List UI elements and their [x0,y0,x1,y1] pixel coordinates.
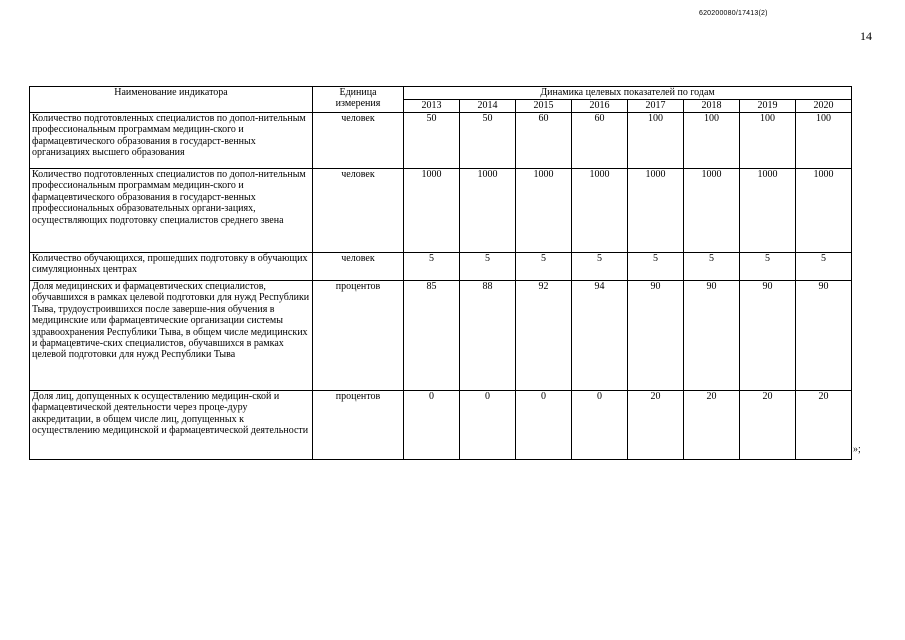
indicator-value: 50 [460,113,516,169]
indicator-value: 20 [628,391,684,460]
indicator-value: 5 [404,253,460,281]
indicator-name: Доля медицинских и фармацевтических специалистов, обучавшихся в рамках целевой подготовки для нужд Республики Тыва, трудоустроившихся после заверше-ния обучения в медицинские или фармацевтические организации системы здравоохранения Республики Тыва, в общем числе медицинских и фармацевтиче-ских специалистов, обучавшихся в рамках целевой подготовки для нужд Республики Тыва [30,281,313,391]
header-unit-line1: Единица [339,87,377,98]
table-row [30,391,852,460]
header-unit-line2: измерения [335,98,381,110]
indicator-unit: человек [313,113,404,169]
table-row [30,169,852,253]
indicator-value: 50 [404,113,460,169]
header-year: 2020 [796,100,852,113]
indicator-unit: человек [313,169,404,253]
indicator-value: 90 [684,281,740,391]
header-unit [313,87,404,113]
indicator-value: 1000 [404,169,460,253]
indicator-value: 5 [628,253,684,281]
header-indicator-name: Наименование индикатора [30,87,313,113]
indicator-value: 5 [740,253,796,281]
indicator-value: 100 [796,113,852,169]
header-year: 2015 [516,100,572,113]
document-id: 620200080/17413(2) [699,10,768,17]
header-dynamics: Динамика целевых показателей по годам [404,87,852,100]
indicator-value: 1000 [796,169,852,253]
header-year: 2017 [628,100,684,113]
indicator-value: 60 [572,113,628,169]
indicator-value: 100 [684,113,740,169]
indicator-unit: процентов [313,281,404,391]
indicator-value: 1000 [628,169,684,253]
indicator-value: 88 [460,281,516,391]
header-year: 2019 [740,100,796,113]
closing-quote-mark: »; [853,444,861,455]
indicator-value: 20 [740,391,796,460]
indicator-value: 90 [740,281,796,391]
indicator-value: 0 [516,391,572,460]
indicator-unit: процентов [313,391,404,460]
table-header-row [30,87,852,100]
indicator-name: Количество подготовленных специалистов по допол-нительным профессиональным программам медицин-ского и фармацевтического образования в государст-венных профессиональных образовательных органи-зациях, осуществляющих подготовку специалистов среднего звена [30,169,313,253]
indicator-value: 85 [404,281,460,391]
header-year: 2018 [684,100,740,113]
indicator-value: 90 [628,281,684,391]
indicator-value: 5 [460,253,516,281]
indicator-value: 1000 [684,169,740,253]
indicator-value: 5 [684,253,740,281]
indicators-table [29,86,852,460]
header-year: 2014 [460,100,516,113]
indicator-value: 0 [572,391,628,460]
indicator-value: 100 [628,113,684,169]
indicator-name: Количество подготовленных специалистов по допол-нительным профессиональным программам медицин-ского и фармацевтического образования в государст-венных организациях высшего образования [30,113,313,169]
page-number: 14 [860,29,872,43]
indicator-value: 1000 [516,169,572,253]
indicator-unit: человек [313,253,404,281]
table-row [30,113,852,169]
indicator-value: 5 [796,253,852,281]
indicator-name: Доля лиц, допущенных к осуществлению медицин-ской и фармацевтической деятельности через проце-дуру аккредитации, в общем числе лиц, допущенных к осуществлению медицинской и фармацевтической деятельности [30,391,313,460]
table-row [30,253,852,281]
indicator-name: Количество обучающихся, прошедших подготовку в обучающих симуляционных центрах [30,253,313,281]
header-year: 2013 [404,100,460,113]
indicator-value: 60 [516,113,572,169]
indicator-value: 5 [516,253,572,281]
indicator-value: 1000 [740,169,796,253]
indicator-value: 5 [572,253,628,281]
indicator-value: 20 [684,391,740,460]
indicator-value: 20 [796,391,852,460]
indicator-value: 0 [404,391,460,460]
indicator-value: 1000 [460,169,516,253]
indicator-value: 90 [796,281,852,391]
header-year: 2016 [572,100,628,113]
table-row [30,281,852,391]
indicator-value: 0 [460,391,516,460]
indicator-value: 1000 [572,169,628,253]
indicator-value: 94 [572,281,628,391]
indicator-value: 92 [516,281,572,391]
indicator-value: 100 [740,113,796,169]
